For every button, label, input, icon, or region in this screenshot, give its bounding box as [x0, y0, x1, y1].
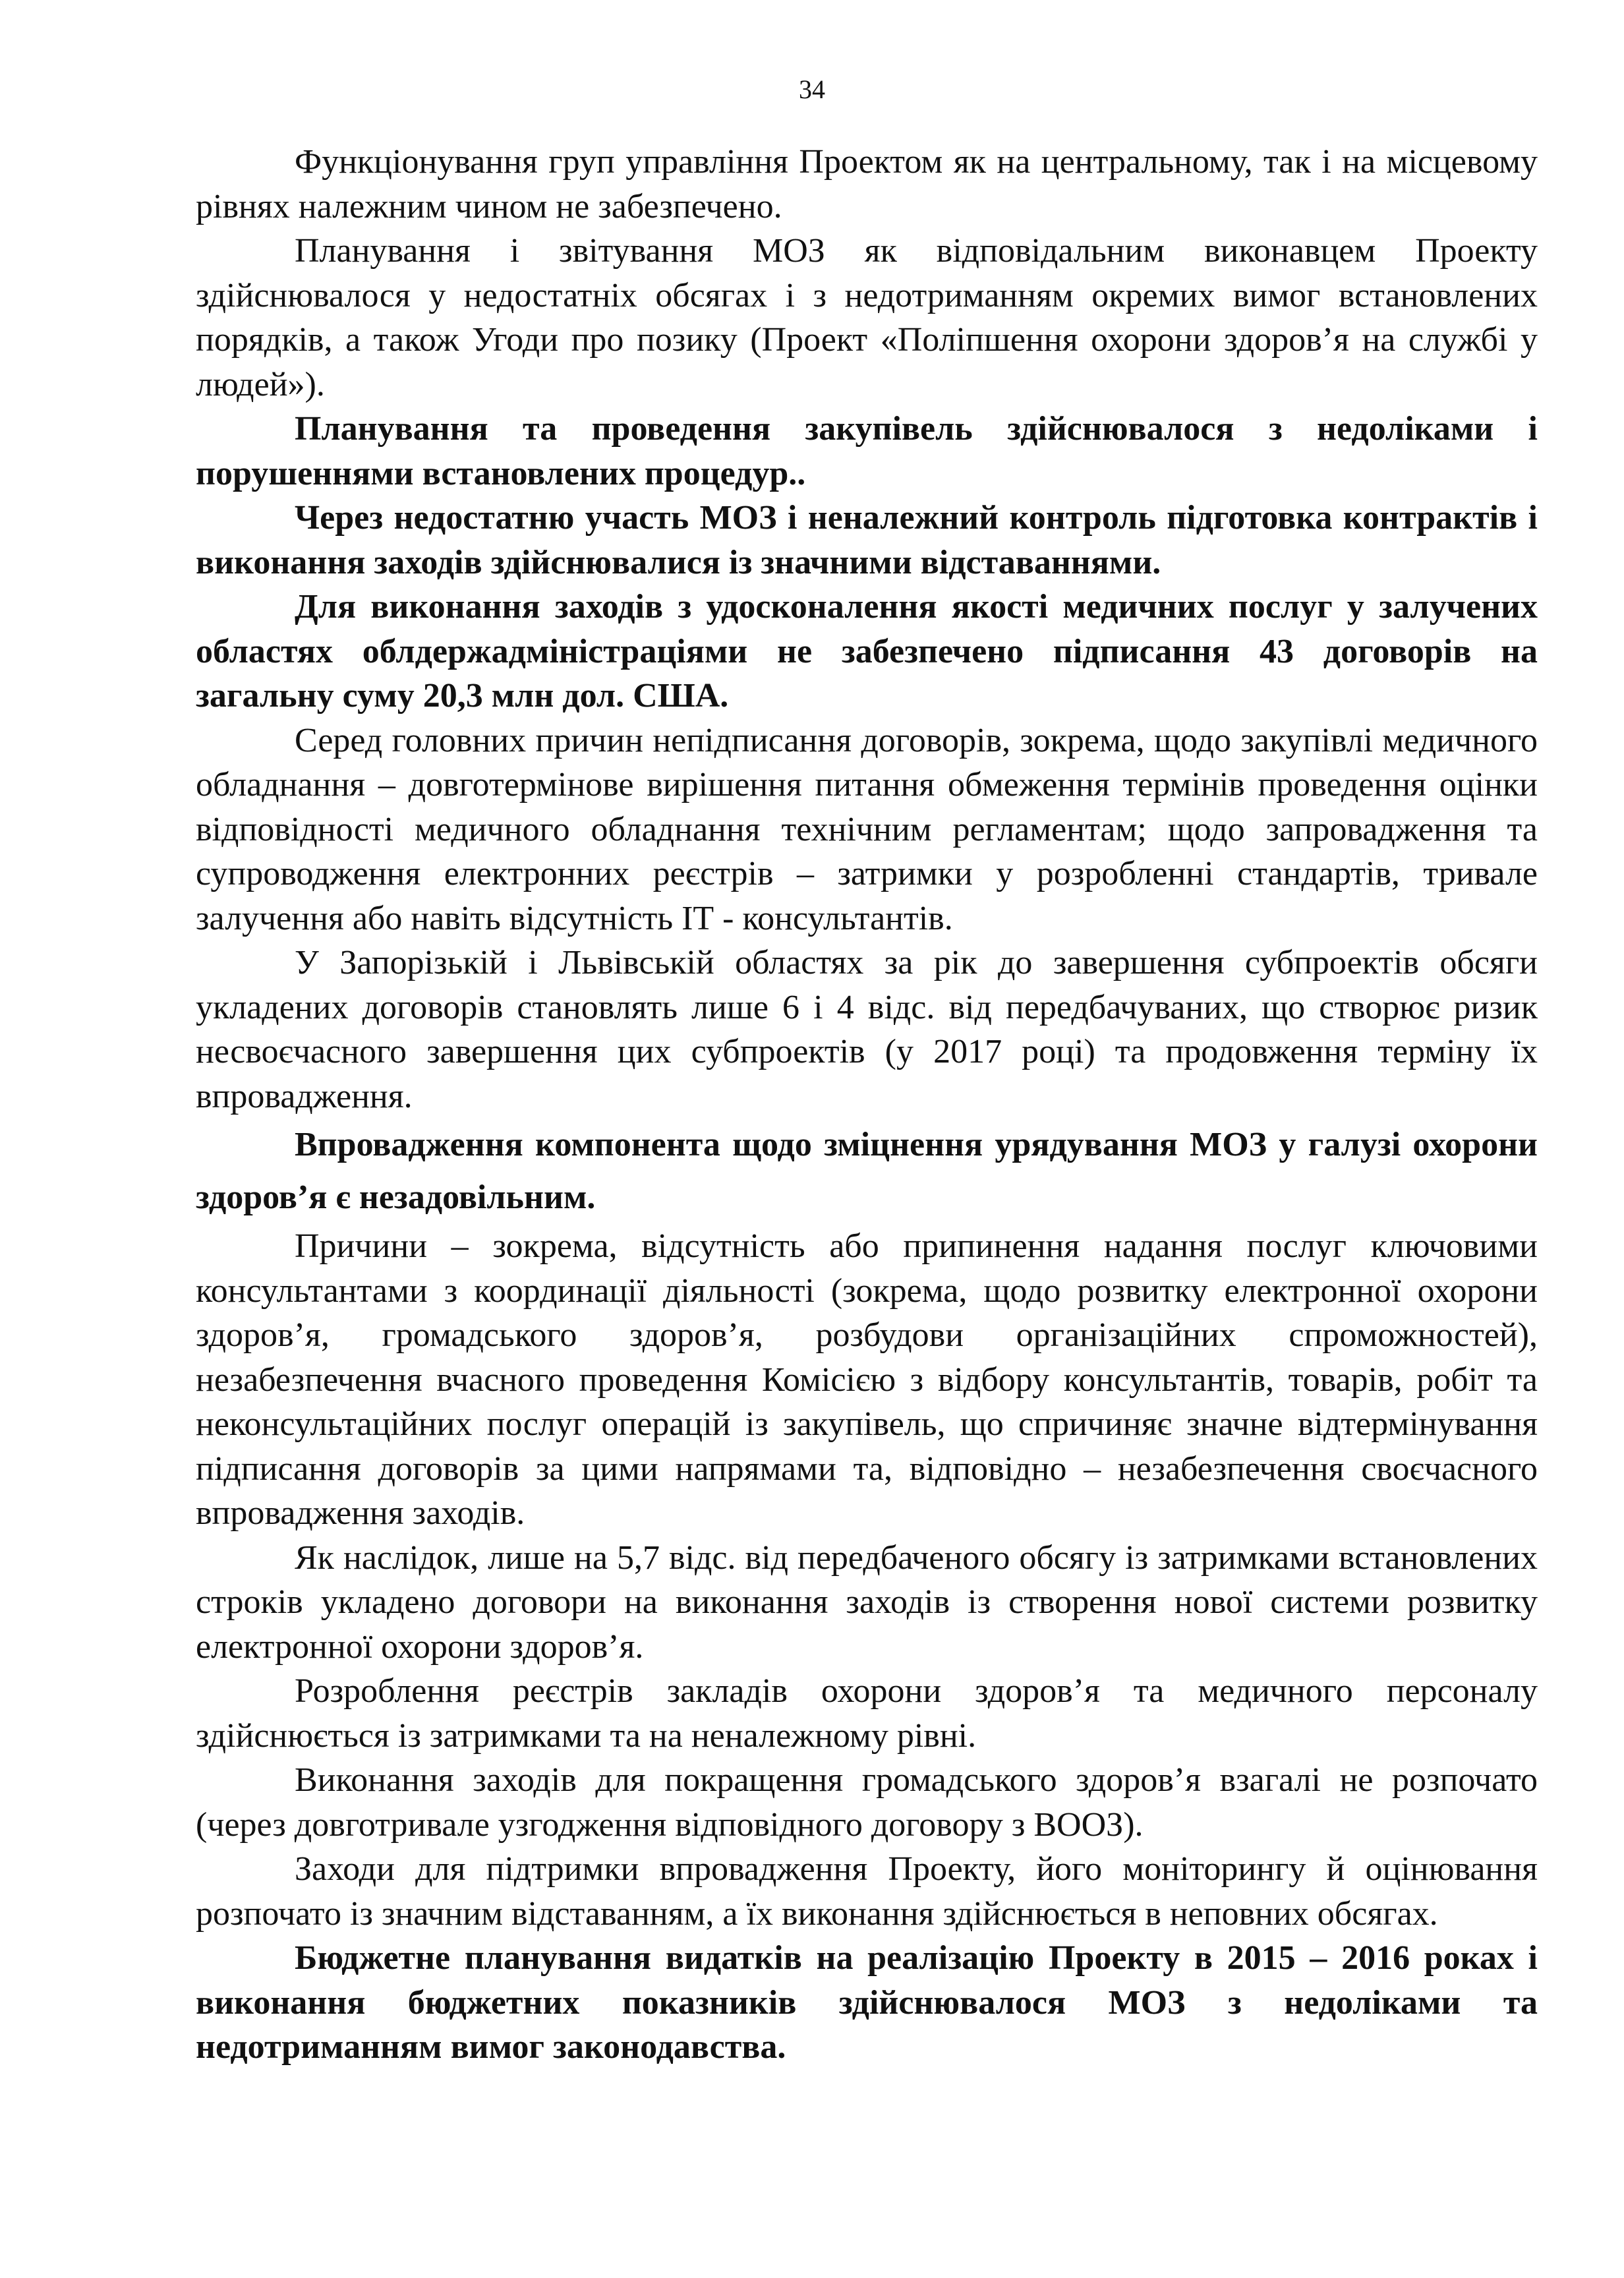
paragraph-monitoring: Заходи для підтримки впровадження Проекту, його моніторингу й оцінювання розпочато із значним відставанням, а їх виконання здійснюється в неповних обсягах.	[196, 1850, 1538, 1933]
paragraph-reasons: Серед головних причин непідписання договорів, зокрема, щодо закупівлі медичного обладнання – довготермінове вирішення питання обмеження термінів проведення оцінки відповідності медичного обладнання технічним регламентам; щодо запровадження та супроводження електронних реєстрів – затримки у розробленні стандартів, тривале залучення або навіть відсутність ІТ - консультантів.	[196, 721, 1538, 937]
paragraph-ehealth: Як наслідок, лише на 5,7 відс. від передбаченого обсягу із затримками встановлених строків укладено договори на виконання заходів із створення нової системи розвитку електронної охорони здоров’я.	[196, 1538, 1538, 1666]
paragraph-governance-reasons: Причини – зокрема, відсутність або припинення надання послуг ключовими консультантами з координації діяльності (зокрема, щодо розвитку електронної охорони здоров’я, громадського здоров’я, розбудови організаційних спроможностей), незабезпечення вчасного проведення Комісією з відбору консультантів, товарів, робіт та неконсультаційних послуг операцій із закупівель, що спричиняє значне відтермінування підписання договорів за цими напрямами та, відповідно – незабезпечення своєчасного впровадження заходів.	[196, 1227, 1538, 1532]
paragraph-regions: У Запорізькій і Львівській областях за рік до завершення субпроектів обсяги укладених договорів становлять лише 6 і 4 відс. від передбачуваних, що створює ризик несвоєчасного завершення цих субпроектів (у 2017 році) та продовження терміну їх впровадження.	[196, 944, 1538, 1115]
page-number: 34	[799, 74, 825, 104]
finding-unsigned-contracts: Для виконання заходів з удосконалення якості медичних послуг у залучених областях облдержадміністраціями не забезпечено підписання 43 договорів на загальну суму 20,3 млн дол. США.	[196, 588, 1538, 715]
finding-contracts-delay: Через недостатню участь МОЗ і неналежний контроль підготовка контрактів і виконання заходів здійснювалися із значними відставаннями.	[196, 499, 1538, 581]
finding-budget: Бюджетне планування видатків на реалізацію Проекту в 2015 – 2016 роках і виконання бюджетних показників здійснювалося МОЗ з недоліками та недотриманням вимог законодавства.	[196, 1939, 1538, 2066]
paragraph-planning-reporting: Планування і звітування МОЗ як відповідальним виконавцем Проекту здійснювалося у недостатніх обсягах і з недотриманням окремих вимог встановлених порядків, а також Угоди про позику (Проект «Поліпшення охорони здоров’я на службі у людей»).	[196, 232, 1538, 403]
document-body	[196, 140, 1538, 2070]
finding-governance: Впровадження компонента щодо зміцнення урядування МОЗ у галузі охорони здоров’я є незадовільним.	[196, 1126, 1538, 1216]
paragraph-public-health: Виконання заходів для покращення громадського здоров’я взагалі не розпочато (через довготривале узгодження відповідного договору з ВООЗ).	[196, 1761, 1538, 1844]
paragraph-registries: Розроблення реєстрів закладів охорони здоров’я та медичного персоналу здійснюється із затримками та на неналежному рівні.	[196, 1672, 1538, 1755]
finding-procurement: Планування та проведення закупівель здійснювалося з недоліками і порушеннями встановлених процедур..	[196, 410, 1538, 492]
paragraph-project-groups: Функціонування груп управління Проектом як на центральному, так і на місцевому рівнях належним чином не забезпечено.	[196, 143, 1538, 225]
